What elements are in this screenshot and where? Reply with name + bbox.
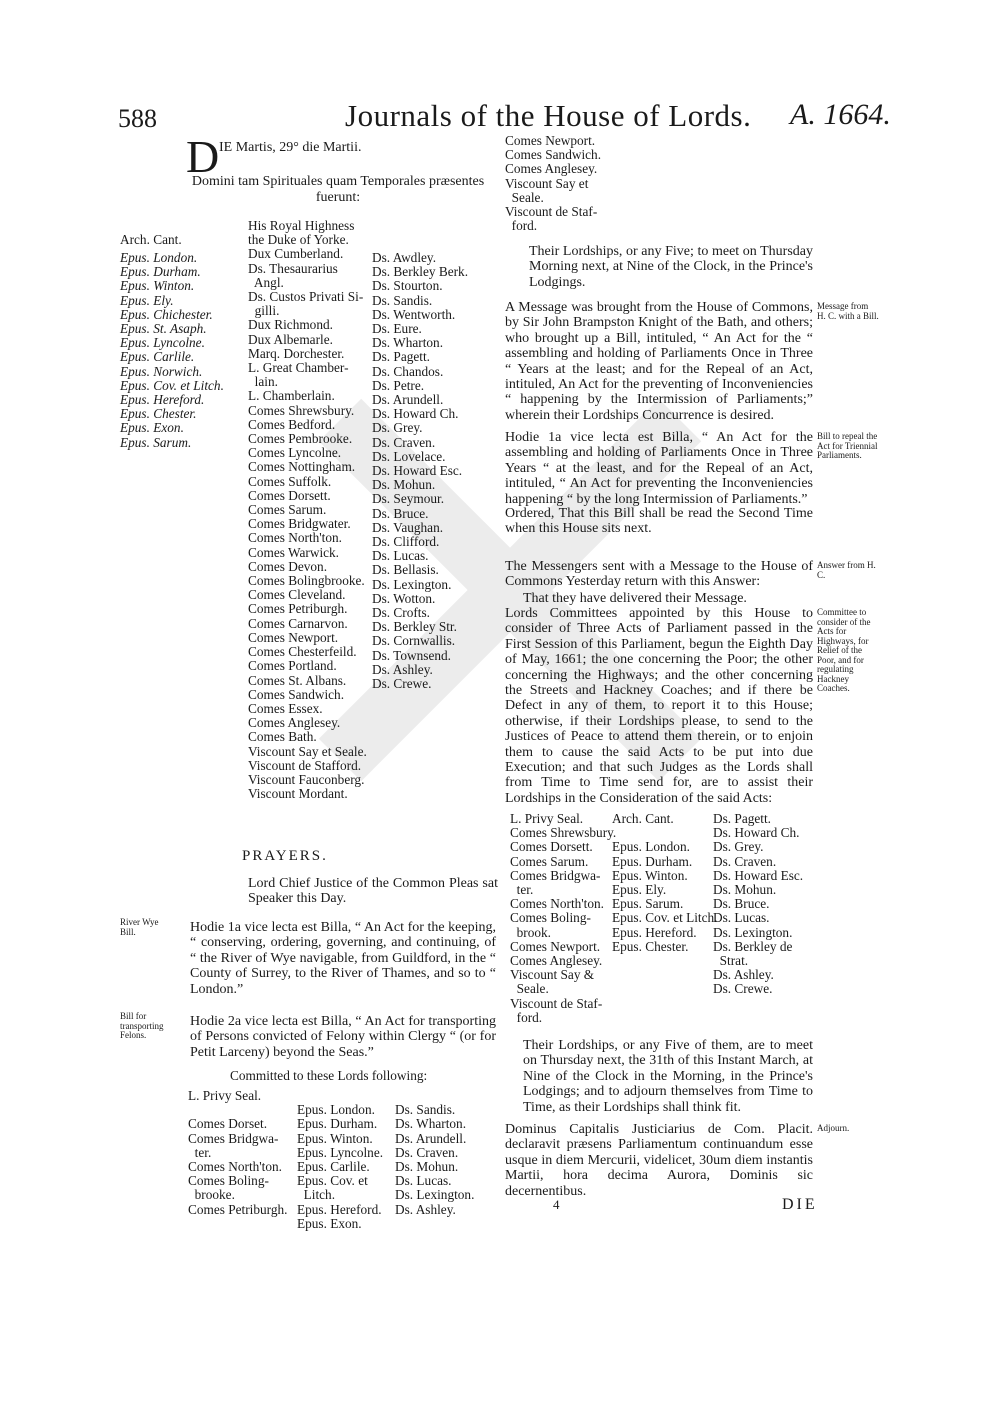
answer-line: That they have delivered their Message. bbox=[523, 591, 747, 606]
list-item: Viscount Fauconberg. bbox=[248, 771, 365, 787]
list-item: brook. bbox=[510, 924, 551, 940]
meeting-note-2: Their Lordships, or any Five of them, are to meet on Thursday next, the 31th of this Instant March, at Nine of the Clock in the Morning, in the Prince's Lodgings; and to adjourn themselves from Time to Time, as their Lordships shall think fit. bbox=[523, 1038, 813, 1115]
list-item: brooke. bbox=[188, 1187, 235, 1203]
list-item: Epus. London. bbox=[297, 1102, 375, 1118]
list-item: Comes Anglesey. bbox=[510, 953, 603, 969]
list-item: Viscount Say et Seale. bbox=[248, 743, 367, 759]
list-item: Comes Petriburgh. bbox=[188, 1201, 288, 1217]
list-item: Ds. Thesaurarius bbox=[248, 260, 338, 276]
list-item: Comes Dorsett. bbox=[510, 839, 593, 855]
list-item: Ds. Pagett. bbox=[372, 349, 430, 365]
wye-bill-text: Hodie 1a vice lecta est Billa, “ An Act for the keeping, “ conserving, ordering, governing, and continuing, of “ the River of Wye navigable, from Guildford, in the “ County of Surrey, to the River of Thames, and so to “ London.” bbox=[190, 920, 496, 997]
message-text: A Message was brought from the House of Commons, by Sir John Brampston Knight of the Bath, and others; who brought up a Bill, intituled, “ An Act for the “ assembling and holding of Parliaments Once in Three “ Years at the least; and for the Repeal of an Act, intituled, An Act for the preventing of Inconveniencies “ happening by the Intermission of Parliaments;” wherein their Lordships Concurrence is desired. bbox=[505, 300, 813, 423]
committee-text: Lords Committees appointed by this House to consider of Three Acts of Parliament passed in the First Session of this Parliament, begun the Eighth Day of May, 1661; the one concerning the Poor; the other concerning the Highways; and the other concerning the Streets and Hackney Coaches; and if there be Defect in any of them, to report it to this House; otherwise, if their Lordships please, to send to the Justices of Peace to attend them therein, or to enjoin them to cause the said Acts to be put into due Execution; and that such Judges as the Lords shall from Time to Time send for, are to assist their Lordships in the Consideration of the said Acts: bbox=[505, 606, 813, 806]
list-item: Comes Sarum. bbox=[510, 853, 589, 869]
list-item: Arch. Cant. bbox=[612, 811, 674, 826]
list-item: Ds. Bruce. bbox=[372, 505, 429, 521]
list-item: Epus. Ely. bbox=[120, 292, 174, 308]
list-item: Viscount Say et bbox=[505, 175, 589, 191]
barons-list bbox=[372, 251, 468, 691]
list-item: Comes Bath. bbox=[248, 729, 317, 745]
list-item: Comes Chesterfeild. bbox=[248, 644, 357, 660]
committee-col2 bbox=[297, 1089, 383, 1231]
list-item: Ds. Mohun. bbox=[395, 1159, 459, 1175]
list-item: Ds. Eure. bbox=[372, 321, 422, 337]
list-item: Epus. Winton. bbox=[120, 278, 195, 294]
list-item: Ds. Howard Esc. bbox=[372, 463, 463, 479]
list-item: Epus. Norwich. bbox=[120, 363, 203, 379]
list-item: Comes Dorsett. bbox=[248, 487, 331, 503]
list-item: Comes Sandwich. bbox=[505, 147, 602, 163]
list-item: Dux Albemarle. bbox=[248, 331, 333, 347]
present-heading: Domini tam Spirituales quam Temporales præsentes fuerunt: bbox=[191, 174, 485, 205]
list-item: Comes Carnarvon. bbox=[248, 615, 348, 631]
list-item: Epus. St. Asaph. bbox=[120, 321, 207, 337]
list-item: Strat. bbox=[713, 953, 749, 969]
list-item: Comes North'ton. bbox=[248, 530, 342, 546]
list-item: Dux Richmond. bbox=[248, 317, 333, 333]
list-item: Comes Portland. bbox=[248, 658, 337, 674]
margin-message: Message from H. C. with a Bill. bbox=[817, 301, 879, 321]
list-item: L. Privy Seal. bbox=[188, 1088, 262, 1103]
speaker-note: Lord Chief Justice of the Common Pleas sat Speaker this Day. bbox=[248, 876, 498, 907]
list-item: ter. bbox=[188, 1144, 212, 1160]
list-item: Ds. Craven. bbox=[395, 1144, 459, 1160]
margin-felons: Bill for transporting Felons. bbox=[120, 1011, 164, 1040]
list-item: Epus. Winton. bbox=[612, 867, 688, 883]
list-item: Ds. Crofts. bbox=[372, 605, 430, 621]
list-item bbox=[297, 1089, 383, 1103]
list-item: L. Great Chamber- bbox=[248, 360, 349, 376]
list-item: Epus. Sarum. bbox=[120, 434, 192, 450]
list-item: Ds. Petre. bbox=[372, 377, 425, 393]
list-item: Comes Newport. bbox=[505, 133, 596, 148]
catchword: DIE bbox=[782, 1196, 818, 1213]
margin-answer: Answer from H. C. bbox=[817, 560, 876, 580]
list-item: Comes Pembrooke. bbox=[248, 431, 353, 447]
list-item: Ds. Lovelace. bbox=[372, 448, 446, 464]
bishops-head: Arch. Cant. bbox=[120, 232, 182, 247]
list-item: Epus. Lyncolne. bbox=[297, 1144, 384, 1160]
list-item: Ds. Wentworth. bbox=[372, 306, 456, 322]
list-item bbox=[188, 1103, 287, 1117]
list-item: Comes Bridgwa- bbox=[188, 1130, 279, 1146]
prayers-heading: PRAYERS. bbox=[242, 848, 328, 864]
list-item: Ds. Vaughan. bbox=[372, 519, 444, 535]
page-signature: 4 bbox=[553, 1197, 560, 1212]
list-item: Ds. Awdley. bbox=[372, 250, 437, 265]
list-item: Ds. Cornwallis. bbox=[372, 633, 456, 649]
committee-col1 bbox=[188, 1089, 287, 1217]
meeting-note-1: Their Lordships, or any Five; to meet on Thursday Morning next, at Nine of the Clock, in the Prince's Lodgings. bbox=[529, 244, 813, 290]
answer-text: The Messengers sent with a Message to the House of Commons Yesterday return with this Answer: bbox=[505, 559, 813, 590]
list-item: His Royal Highness bbox=[248, 218, 355, 233]
list-item: Comes Nottingham. bbox=[248, 459, 356, 475]
list-item: Ds. Stourton. bbox=[372, 278, 443, 294]
list-item: Comes Lyncolne. bbox=[248, 445, 342, 461]
list-item: Ds. Berkley Berk. bbox=[372, 264, 469, 280]
list-item: Ds. Bellasis. bbox=[372, 562, 439, 578]
page-year: A. 1664. bbox=[790, 98, 891, 131]
list-item: Dux Cumberland. bbox=[248, 246, 344, 262]
list-item: Ds. Bruce. bbox=[713, 896, 770, 912]
page-number: 588 bbox=[118, 104, 157, 133]
list-item: Epus. Exon. bbox=[120, 420, 184, 436]
list-item: Ds. Sandis. bbox=[395, 1102, 456, 1118]
list-item: Ds. Grey. bbox=[713, 839, 764, 855]
list-item: Comes Sandwich. bbox=[248, 686, 345, 702]
list-item: Ds. Pagett. bbox=[713, 811, 771, 826]
list-item: Ds. Arundell. bbox=[372, 392, 444, 408]
list-item: Comes Shrewsbury. bbox=[248, 402, 355, 418]
list-item: Seale. bbox=[505, 189, 544, 205]
list-item: Ds. Mohun. bbox=[372, 477, 436, 493]
list-item: Ds. Berkley de bbox=[713, 938, 793, 954]
list-item: Comes Anglesey. bbox=[248, 715, 341, 731]
list-item: gilli. bbox=[248, 303, 280, 319]
list-item: Litch. bbox=[297, 1187, 336, 1203]
list-item: Ds. Wharton. bbox=[372, 335, 444, 351]
list-item: Ds. Mohun. bbox=[713, 882, 777, 898]
list-item: Comes Cleveland. bbox=[248, 587, 346, 603]
list-item: Comes Bedford. bbox=[248, 416, 336, 432]
right-top-list bbox=[505, 134, 601, 233]
list-item: Epus. Chester. bbox=[120, 406, 197, 422]
list-item: Ds. Lexington. bbox=[713, 924, 793, 940]
list-item: Epus. London. bbox=[120, 250, 198, 265]
adjourn-text: Dominus Capitalis Justiciarius de Com. Placit. declaravit præsens Parliamentum continuandum esse usque in diem Mercurii, videlicet, 30um diem instantis Martii, hora decima Aurora, Dominis sic decernentibus. bbox=[505, 1122, 813, 1199]
drop-cap: D bbox=[186, 131, 220, 182]
list-item: Ds. Clifford. bbox=[372, 534, 440, 550]
list-item: Ds. Ashley. bbox=[713, 967, 774, 983]
committee2-col3 bbox=[713, 812, 803, 997]
list-item: Comes St. Albans. bbox=[248, 672, 347, 688]
list-item: Ds. Lucas. bbox=[713, 910, 770, 926]
list-item: ford. bbox=[505, 218, 538, 234]
list-item: Comes Newport. bbox=[248, 629, 339, 645]
list-item: Epus. Durham. bbox=[297, 1116, 378, 1132]
list-item: Ds. Crewe. bbox=[713, 981, 773, 997]
list-item: Ds. Lexington. bbox=[395, 1187, 475, 1203]
list-item: Marq. Dorchester. bbox=[248, 345, 345, 361]
list-item: Ds. Lucas. bbox=[372, 548, 429, 564]
list-item: Comes Sarum. bbox=[248, 502, 327, 518]
list-item: Ds. Howard Esc. bbox=[713, 867, 804, 883]
list-item: Viscount Say & bbox=[510, 967, 595, 983]
nobles-list bbox=[248, 219, 367, 801]
list-item: Ds. Chandos. bbox=[372, 363, 444, 379]
list-item: Epus. Durham. bbox=[120, 264, 201, 280]
list-item: Comes Petriburgh. bbox=[248, 601, 348, 617]
list-item: Angl. bbox=[248, 274, 284, 290]
repeal-bill-text: Hodie 1a vice lecta est Billa, “ An Act for the assembling and holding of Parliaments Once in Three Years “ at the least, and for the Repeal of an Act, intituled, “ An Act for preventing the Inconveniencies happening “ by the long Intermission of Parliaments.” bbox=[505, 430, 813, 507]
margin-adjourn: Adjourn. bbox=[817, 1123, 850, 1133]
list-item: Ds. Howard Ch. bbox=[372, 406, 459, 422]
list-item: Epus. Hereford. bbox=[120, 392, 205, 408]
list-item: Ds. Berkley Str. bbox=[372, 619, 457, 635]
list-item: Comes Newport. bbox=[510, 938, 601, 954]
list-item: Epus. Exon. bbox=[297, 1215, 362, 1231]
committee2-col1 bbox=[510, 812, 616, 1025]
list-item: ter. bbox=[510, 882, 534, 898]
list-item: Viscount de Staf- bbox=[510, 995, 603, 1011]
list-item: Epus. Sarum. bbox=[612, 896, 684, 912]
list-item: Ds. Custos Privati Si- bbox=[248, 289, 364, 305]
list-item: ford. bbox=[510, 1009, 543, 1025]
list-item bbox=[395, 1089, 474, 1103]
list-item: Viscount Mordant. bbox=[248, 786, 348, 802]
list-item: Ds. Wharton. bbox=[395, 1116, 467, 1132]
list-item: Comes Boling- bbox=[188, 1173, 269, 1189]
list-item: Ds. Howard Ch. bbox=[713, 825, 800, 841]
list-item: Epus. Cov. et bbox=[297, 1173, 368, 1189]
list-item: Comes Bolingbrooke. bbox=[248, 573, 365, 589]
list-item: Ds. Arundell. bbox=[395, 1130, 467, 1146]
list-item: Epus. Winton. bbox=[297, 1130, 373, 1146]
list-item: Epus. Hereford. bbox=[297, 1201, 382, 1217]
list-item: Comes Warwick. bbox=[248, 544, 340, 560]
margin-repeal: Bill to repeal the Act for Triennial Parliaments. bbox=[817, 431, 878, 460]
list-item: Epus. Cov. et Litch. bbox=[120, 377, 224, 393]
list-item: Ds. Craven. bbox=[372, 434, 436, 450]
committed-heading: Committed to these Lords following: bbox=[230, 1068, 428, 1083]
list-item: Ds. Sandis. bbox=[372, 292, 433, 308]
list-item: the Duke of Yorke. bbox=[248, 232, 349, 248]
committee2-col2 bbox=[612, 812, 718, 954]
page-title: Journals of the House of Lords. bbox=[345, 98, 752, 133]
list-item: Viscount de Stafford. bbox=[248, 757, 362, 773]
margin-wye: River Wye Bill. bbox=[120, 917, 159, 937]
list-item: Comes North'ton. bbox=[188, 1159, 282, 1175]
list-item: Viscount de Staf- bbox=[505, 204, 598, 220]
list-item: Comes Devon. bbox=[248, 558, 328, 574]
list-item: Comes Shrewsbury. bbox=[510, 825, 617, 841]
list-item: Epus. Durham. bbox=[612, 853, 693, 869]
list-item: Ds. Wotton. bbox=[372, 590, 436, 606]
list-item: Comes Bridgwater. bbox=[248, 516, 351, 532]
committee-col3 bbox=[395, 1089, 474, 1217]
list-item bbox=[612, 826, 718, 840]
list-item: Epus. Ely. bbox=[612, 882, 667, 898]
list-item: Ds. Craven. bbox=[713, 853, 777, 869]
list-item: Comes Suffolk. bbox=[248, 473, 332, 489]
list-item: Ds. Seymour. bbox=[372, 491, 445, 507]
list-item: L. Chamberlain. bbox=[248, 388, 335, 404]
list-item: Ds. Lucas. bbox=[395, 1173, 452, 1189]
list-item: Epus. Chichester. bbox=[120, 306, 213, 322]
list-item: Seale. bbox=[510, 981, 549, 997]
ordered-text: Ordered, That this Bill shall be read the Second Time when this House sits next. bbox=[505, 506, 813, 537]
list-item: Epus. London. bbox=[612, 839, 690, 855]
list-item: Epus. Chester. bbox=[612, 938, 689, 954]
felons-bill-text: Hodie 2a vice lecta est Billa, “ An Act for transporting of Persons convicted of Felony within Clergy “ (or for Petit Larceny) beyond the Seas.” bbox=[190, 1014, 496, 1060]
list-item: Ds. Townsend. bbox=[372, 647, 451, 663]
list-item: Epus. Hereford. bbox=[612, 924, 697, 940]
sitting-date: IE Martis, 29° die Martii. bbox=[219, 140, 362, 155]
list-item: Ds. Crewe. bbox=[372, 676, 432, 692]
list-item: Comes Anglesey. bbox=[505, 161, 598, 177]
list-item: L. Privy Seal. bbox=[510, 811, 584, 826]
margin-committee: Committee to consider of the Acts for Highways, for Relief of the Poor, and for regulating Hackney Coaches. bbox=[817, 607, 871, 693]
list-item: Ds. Ashley. bbox=[372, 661, 433, 677]
list-item: Comes Boling- bbox=[510, 910, 591, 926]
list-item: Comes Essex. bbox=[248, 700, 323, 716]
list-item: Epus. Lyncolne. bbox=[120, 335, 205, 351]
list-item: Ds. Lexington. bbox=[372, 576, 452, 592]
bishops-list bbox=[120, 251, 224, 450]
list-item: lain. bbox=[248, 374, 278, 390]
list-item: Ds. Grey. bbox=[372, 420, 423, 436]
list-item: Epus. Cov. et Litch. bbox=[612, 910, 718, 926]
list-item: Comes Bridgwa- bbox=[510, 867, 601, 883]
list-item: Epus. Carlile. bbox=[120, 349, 195, 365]
list-item: Comes Dorset. bbox=[188, 1116, 268, 1132]
list-item: Epus. Carlile. bbox=[297, 1159, 370, 1175]
list-item: Ds. Ashley. bbox=[395, 1201, 456, 1217]
list-item: Comes North'ton. bbox=[510, 896, 604, 912]
